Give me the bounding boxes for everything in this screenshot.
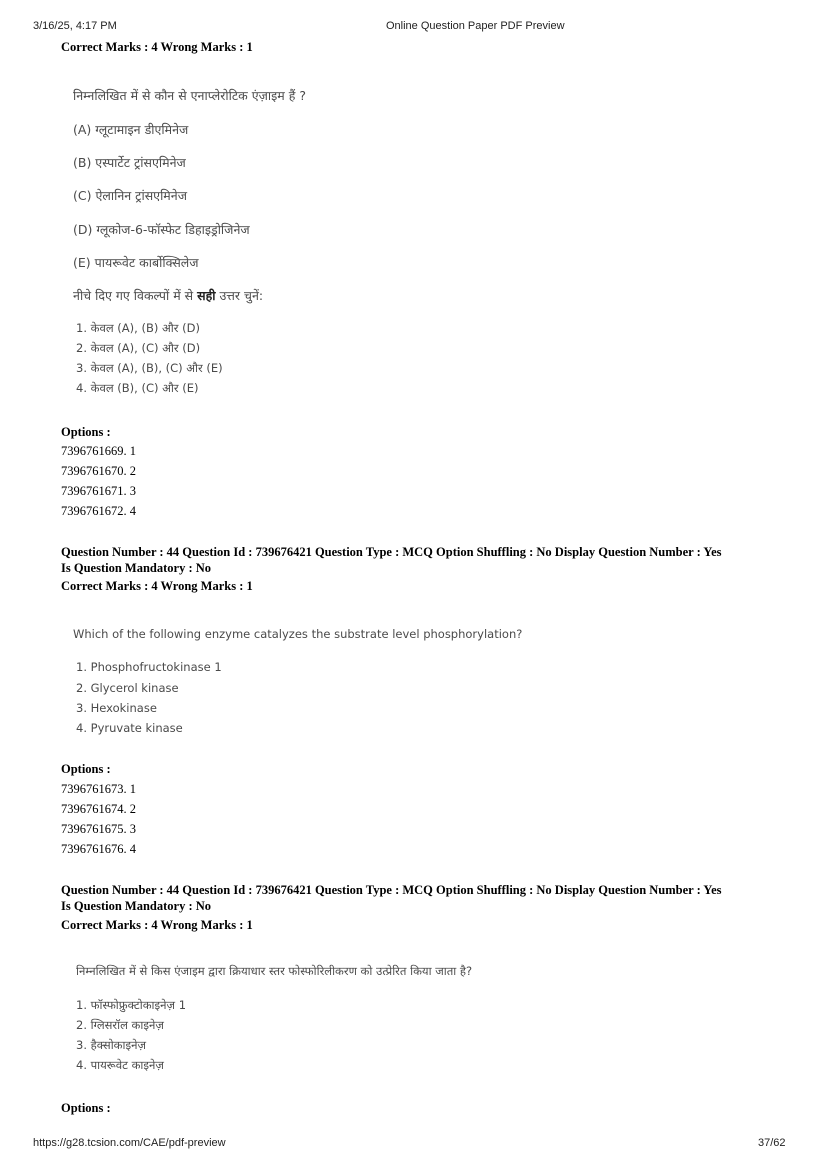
answer-item: 4. Pyruvate kinase [76,721,183,735]
mandatory-line: Is Question Mandatory : No [61,899,212,913]
answer-item: 1. केवल (A), (B) और (D) [76,321,200,335]
option-id: 7396761672. 4 [61,504,136,518]
option-id: 7396761673. 1 [61,782,136,796]
marks-line: Correct Marks : 4 Wrong Marks : 1 [61,579,253,593]
question-meta: Question Number : 44 Question Id : 739676421 Question Type : MCQ Option Shuffling : No Display Question Number : Yes [61,883,722,897]
answer-item: 4. केवल (B), (C) और (E) [76,381,199,395]
mandatory-line: Is Question Mandatory : No [61,561,212,575]
option-id: 7396761669. 1 [61,444,136,458]
print-title: Online Question Paper PDF Preview [386,20,565,32]
answer-item: 2. ग्लिसरॉल काइनेज़ [76,1018,164,1032]
option-id: 7396761670. 2 [61,464,136,478]
choice-e: (E) पायरूवेट कार्बोक्सिलेज [73,255,199,270]
instruction-post: उत्तर चुनें: [219,288,264,303]
answer-item: 1. Phosphofructokinase 1 [76,660,222,674]
instruction-pre: नीचे दिए गए विकल्पों में से [73,288,194,303]
question-text: निम्नलिखित में से कौन से एनाप्लेरोटिक एंज़ाइम हैं ? [73,88,306,103]
answer-item: 2. Glycerol kinase [76,681,179,695]
option-id: 7396761675. 3 [61,822,136,836]
options-label: Options : [61,425,111,439]
page-number: 37/62 [758,1137,786,1149]
print-url: https://g28.tcsion.com/CAE/pdf-preview [33,1137,226,1149]
marks-line: Correct Marks : 4 Wrong Marks : 1 [61,918,253,932]
instruction [73,287,263,304]
answer-item: 3. हैक्सोकाइनेज़ [76,1038,147,1052]
instruction-bold: सही [197,288,216,303]
marks-line: Correct Marks : 4 Wrong Marks : 1 [61,40,253,54]
answer-item: 3. केवल (A), (B), (C) और (E) [76,361,223,375]
answer-item: 3. Hexokinase [76,701,157,715]
print-datetime: 3/16/25, 4:17 PM [33,20,117,32]
answer-item: 4. पायरूवेट काइनेज़ [76,1058,164,1072]
options-label: Options : [61,762,111,776]
answer-item: 2. केवल (A), (C) और (D) [76,341,201,355]
options-label: Options : [61,1101,111,1115]
option-id: 7396761671. 3 [61,484,136,498]
choice-a: (A) ग्लूटामाइन डीएमिनेज [73,122,189,137]
answer-item: 1. फॉस्फोफ्रुक्टोकाइनेज़ 1 [76,998,187,1012]
option-id: 7396761674. 2 [61,802,136,816]
question-meta: Question Number : 44 Question Id : 739676421 Question Type : MCQ Option Shuffling : No Display Question Number : Yes [61,545,722,559]
option-id: 7396761676. 4 [61,842,136,856]
choice-d: (D) ग्लूकोज-6-फॉस्फेट डिहाइड्रोजिनेज [73,222,250,237]
choice-c: (C) ऐलानिन ट्रांसएमिनेज [73,188,187,203]
question-text: निम्नलिखित में से किस एंजाइम द्वारा क्रियाधार स्तर फोस्फोरिलीकरण को उत्प्रेरित किया जाता है? [76,964,473,978]
choice-b: (B) एस्पार्टेट ट्रांसएमिनेज [73,155,186,170]
question-text: Which of the following enzyme catalyzes the substrate level phosphorylation? [73,627,523,641]
